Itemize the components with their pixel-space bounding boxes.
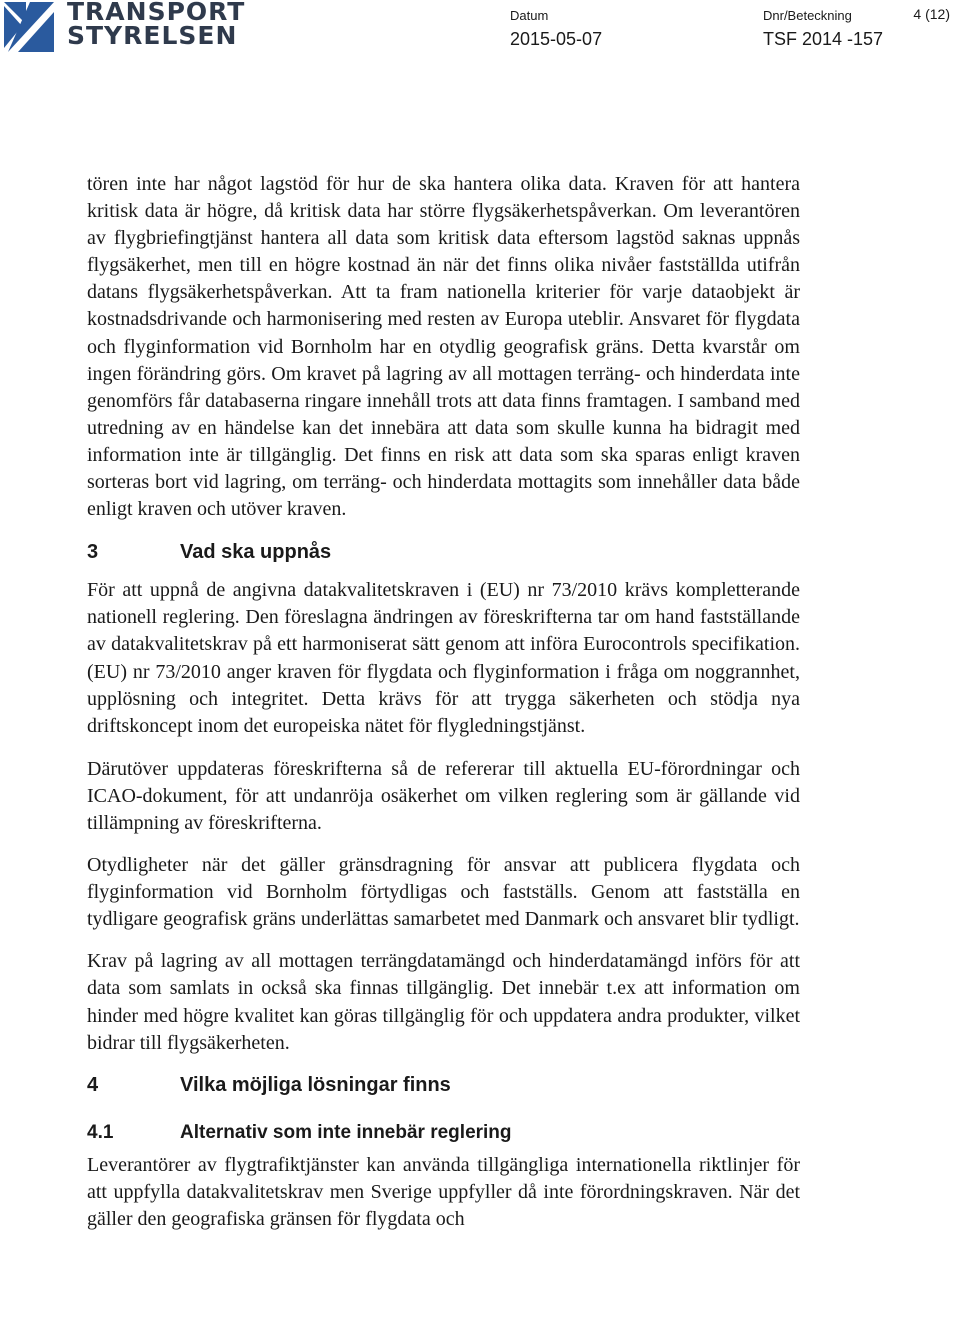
paragraph-5: Krav på lagring av all mottagen terrängdatamängd och hinderdatamängd införs för att data som samlats in också ska finnas tillgänglig. Det innebär t.ex att information om hinder med högre kvalitet kan göras tillgänglig för och uppdatera andra produkter, vilket bidrar till flygsäkerheten. xyxy=(87,950,800,1054)
section-title: Vad ska uppnås xyxy=(180,541,332,564)
section-title: Vilka möjliga lösningar finns xyxy=(180,1073,451,1096)
paragraph-2: För att uppnå de angivna datakvalitetskraven i (EU) nr 73/2010 krävs kompletterande nationell reglering. Den föreslagna ändringen av föreskrifterna tar om hand fastställande av datakvalitetskrav på ett harmoniserat sätt genom att införa Eurocontrols specifikation. (EU) nr 73/2010 anger kraven för flygdata och flyginformation i fråga om noggrannhet, upplösning och integritet. Detta krävs för att trygga säkerheten och stödja nya driftskoncept inom det europeiska nätet för flygledningstjänst. xyxy=(87,579,800,737)
subsection-title: Alternativ som inte innebär reglering xyxy=(180,1121,512,1143)
date-label: Datum xyxy=(510,8,549,23)
section-4-1-heading xyxy=(87,1120,800,1146)
transportstyrelsen-logo xyxy=(4,2,56,57)
section-3-heading xyxy=(87,539,800,565)
reference-value: TSF 2014 -157 xyxy=(763,29,884,49)
reference-label: Dnr/Beteckning xyxy=(763,8,852,23)
date-block xyxy=(510,8,602,50)
section-4-heading xyxy=(87,1072,800,1098)
reference-block xyxy=(763,8,883,50)
page-number: 4 (12) xyxy=(913,6,950,22)
logo-wordmark xyxy=(67,0,245,48)
document-body xyxy=(87,171,800,1233)
logo-mark-icon xyxy=(4,2,56,52)
section-number: 4 xyxy=(87,1073,99,1096)
paragraph-6: Leverantörer av flygtrafiktjänster kan använda tillgängliga internationella riktlinjer för att uppfylla datakvalitetskrav men Sverige uppfyller då inte förordningskraven. När det gäller den geografiska gränsen för flygdata och xyxy=(87,1153,800,1230)
logo-line-1: TRANSPORT xyxy=(67,0,246,26)
paragraph-4: Otydligheter när det gäller gränsdragning för ansvar att publicera flygdata och flyginformation vid Bornholm förtydligas och fastställs. Genom att fastställa en tydligare geografisk gräns underlättas samarbetet med Danmark och ansvaret blir tydligt. xyxy=(87,854,800,931)
logo-line-2: STYRELSEN xyxy=(67,21,238,50)
section-number: 3 xyxy=(87,541,99,564)
paragraph-1: tören inte har något lagstöd för hur de ska hantera olika data. Kraven för att hantera kritisk data är högre, då kritisk data har större flygsäkerhetspåverkan. Om leverantören av flygbriefingtjänst hantera all data som kritisk data eftersom lagstöd saknas uppnås flygsäkerhet, men till en högre kostnad än när det finns olika nivåer fastställda utifrån datans flygsäkerhetspåverkan. Att ta fram nationella kriterier för varje dataobjekt är kostnadsdrivande och harmonisering med resten av Europa uteblir. Ansvaret för flygdata och flyginformation vid Bornholm har en otydlig geografisk gräns. Detta kvarstår om ingen förändring görs. Om kravet på lagring av all mottagen terräng- och hinderdata inte genomförs får databaserna ringare innehåll trots att data finns framtagen. I samband med utredning av en händelse kan det innebära att data som skulle kunna ha bidragit med information inte är tillgänglig. Det finns en risk att data som ska sparas enligt kraven sorteras bort vid lagring, om terräng- och hinderdata mottagits som innehåller data både enligt kraven och utöver kraven. xyxy=(87,173,800,521)
date-value: 2015-05-07 xyxy=(510,29,603,49)
paragraph-3: Därutöver uppdateras föreskrifterna så de refererar till aktuella EU-förordningar och ICAO-dokument, för att undanröja osäkerhet om vilken reglering som är gällande vid tillämpning av föreskrifterna. xyxy=(87,757,800,834)
subsection-number: 4.1 xyxy=(87,1121,114,1143)
